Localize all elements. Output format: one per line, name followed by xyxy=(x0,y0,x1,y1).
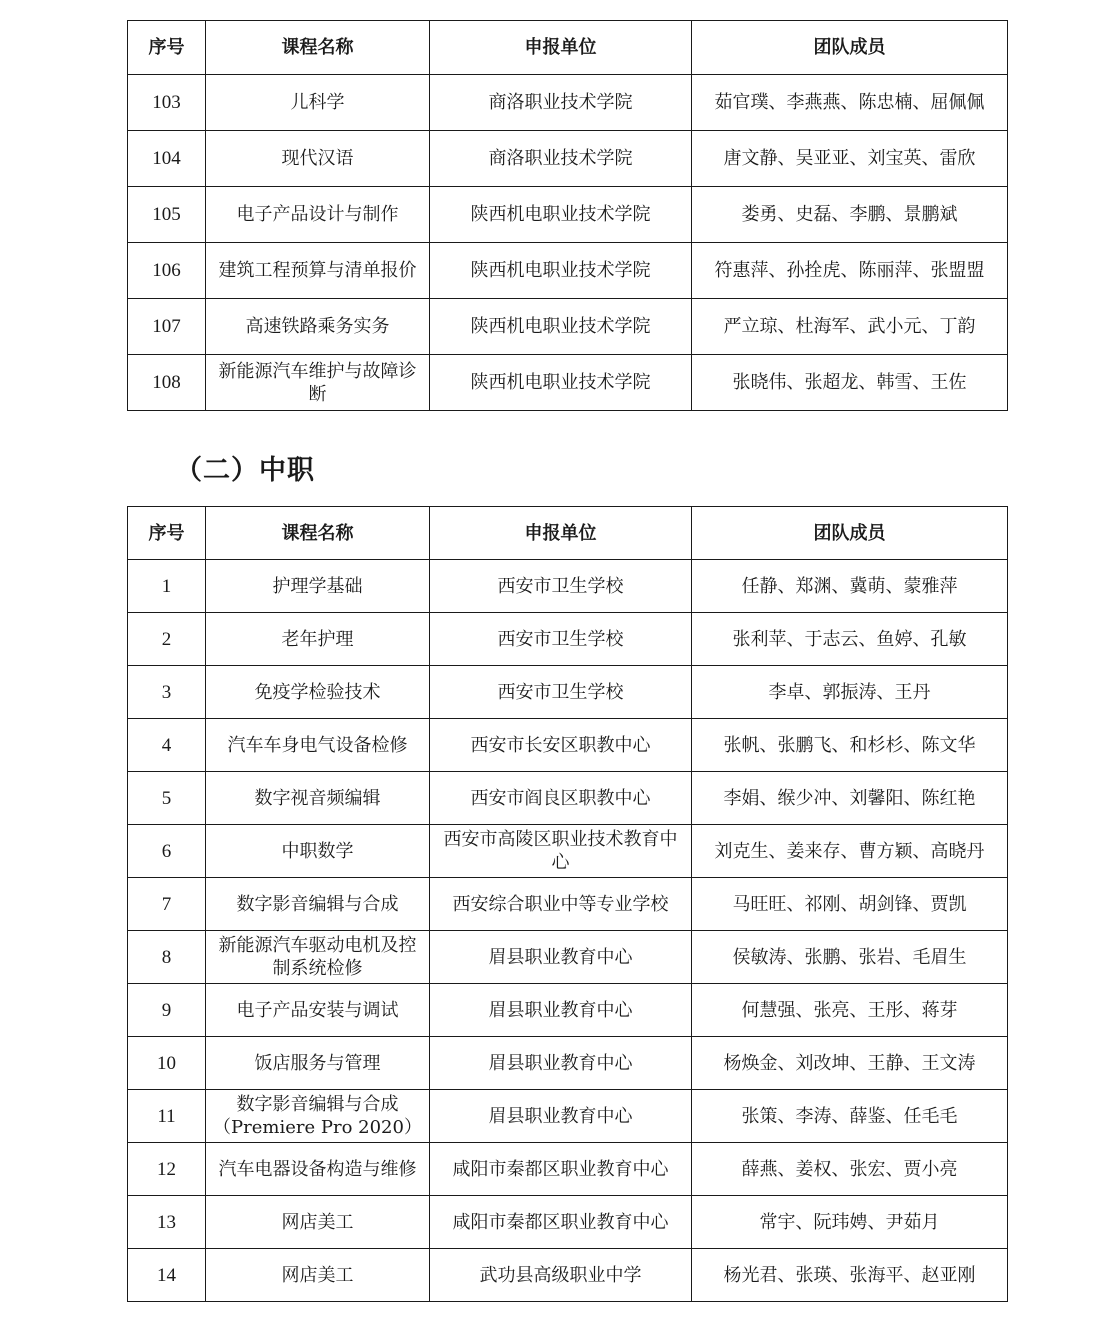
cell-applicant-unit: 陕西机电职业技术学院 xyxy=(430,355,692,411)
cell-course-name: 汽车电器设备构造与维修 xyxy=(206,1143,430,1196)
cell-team-members: 娄勇、史磊、李鹏、景鹏斌 xyxy=(692,187,1008,243)
cell-team-members: 张利苹、于志云、鱼婷、孔敏 xyxy=(692,613,1008,666)
cell-index: 103 xyxy=(128,75,206,131)
cell-team-members: 严立琼、杜海军、武小元、丁韵 xyxy=(692,299,1008,355)
cell-applicant-unit: 西安市高陵区职业技术教育中心 xyxy=(430,825,692,878)
table-row xyxy=(128,1196,1008,1249)
cell-index: 107 xyxy=(128,299,206,355)
cell-applicant-unit: 咸阳市秦都区职业教育中心 xyxy=(430,1143,692,1196)
cell-index: 104 xyxy=(128,131,206,187)
header-index: 序号 xyxy=(128,507,206,560)
table-row xyxy=(128,719,1008,772)
table-row xyxy=(128,187,1008,243)
cell-team-members: 张帆、张鹏飞、和杉杉、陈文华 xyxy=(692,719,1008,772)
cell-applicant-unit: 眉县职业教育中心 xyxy=(430,931,692,984)
cell-team-members: 任静、郑渊、冀萌、蒙雅萍 xyxy=(692,560,1008,613)
cell-index: 4 xyxy=(128,719,206,772)
header-applicant-unit: 申报单位 xyxy=(430,507,692,560)
table-header-row xyxy=(128,21,1008,75)
cell-course-name: 免疫学检验技术 xyxy=(206,666,430,719)
cell-index: 12 xyxy=(128,1143,206,1196)
cell-course-name: 现代汉语 xyxy=(206,131,430,187)
cell-team-members: 李卓、郭振涛、王丹 xyxy=(692,666,1008,719)
cell-course-name: 新能源汽车驱动电机及控制系统检修 xyxy=(206,931,430,984)
cell-course-name: 电子产品设计与制作 xyxy=(206,187,430,243)
table-row xyxy=(128,355,1008,411)
cell-index: 2 xyxy=(128,613,206,666)
cell-index: 8 xyxy=(128,931,206,984)
cell-applicant-unit: 商洛职业技术学院 xyxy=(430,131,692,187)
cell-course-name: 中职数学 xyxy=(206,825,430,878)
cell-applicant-unit: 陕西机电职业技术学院 xyxy=(430,187,692,243)
table-row xyxy=(128,613,1008,666)
cell-course-name: 新能源汽车维护与故障诊断 xyxy=(206,355,430,411)
table-row xyxy=(128,825,1008,878)
cell-index: 9 xyxy=(128,984,206,1037)
header-team-members: 团队成员 xyxy=(692,21,1008,75)
cell-team-members: 何慧强、张亮、王彤、蒋芽 xyxy=(692,984,1008,1037)
section-heading-secondary-vocational: （二）中职 xyxy=(175,455,315,486)
cell-course-name: 数字影音编辑与合成（Premiere Pro 2020） xyxy=(206,1090,430,1143)
cell-applicant-unit: 武功县高级职业中学 xyxy=(430,1249,692,1302)
table-row xyxy=(128,931,1008,984)
cell-team-members: 唐文静、吴亚亚、刘宝英、雷欣 xyxy=(692,131,1008,187)
header-index: 序号 xyxy=(128,21,206,75)
table-row xyxy=(128,984,1008,1037)
cell-applicant-unit: 西安市卫生学校 xyxy=(430,666,692,719)
cell-course-name: 建筑工程预算与清单报价 xyxy=(206,243,430,299)
cell-course-name: 高速铁路乘务实务 xyxy=(206,299,430,355)
cell-applicant-unit: 西安市长安区职教中心 xyxy=(430,719,692,772)
cell-applicant-unit: 西安市卫生学校 xyxy=(430,560,692,613)
cell-course-name: 网店美工 xyxy=(206,1249,430,1302)
cell-team-members: 刘克生、姜来存、曹方颖、高晓丹 xyxy=(692,825,1008,878)
table-row xyxy=(128,1090,1008,1143)
cell-team-members: 李娟、缑少冲、刘馨阳、陈红艳 xyxy=(692,772,1008,825)
cell-applicant-unit: 咸阳市秦都区职业教育中心 xyxy=(430,1196,692,1249)
table-row xyxy=(128,131,1008,187)
cell-course-name: 电子产品安装与调试 xyxy=(206,984,430,1037)
cell-team-members: 茹官璞、李燕燕、陈忠楠、屈佩佩 xyxy=(692,75,1008,131)
cell-index: 1 xyxy=(128,560,206,613)
table-row xyxy=(128,75,1008,131)
cell-applicant-unit: 眉县职业教育中心 xyxy=(430,1037,692,1090)
cell-applicant-unit: 眉县职业教育中心 xyxy=(430,984,692,1037)
course-table-higher-vocational xyxy=(127,20,1008,411)
cell-team-members: 常宇、阮玮娉、尹茹月 xyxy=(692,1196,1008,1249)
cell-index: 106 xyxy=(128,243,206,299)
course-table-secondary-vocational xyxy=(127,506,1008,1302)
cell-index: 14 xyxy=(128,1249,206,1302)
cell-applicant-unit: 西安市阎良区职教中心 xyxy=(430,772,692,825)
table-row xyxy=(128,299,1008,355)
table-row xyxy=(128,1143,1008,1196)
cell-course-name: 汽车车身电气设备检修 xyxy=(206,719,430,772)
header-course-name: 课程名称 xyxy=(206,507,430,560)
cell-index: 3 xyxy=(128,666,206,719)
cell-index: 108 xyxy=(128,355,206,411)
cell-applicant-unit: 眉县职业教育中心 xyxy=(430,1090,692,1143)
header-course-name: 课程名称 xyxy=(206,21,430,75)
cell-course-name: 网店美工 xyxy=(206,1196,430,1249)
cell-index: 105 xyxy=(128,187,206,243)
cell-team-members: 马旺旺、祁刚、胡剑锋、贾凯 xyxy=(692,878,1008,931)
cell-applicant-unit: 西安市卫生学校 xyxy=(430,613,692,666)
header-applicant-unit: 申报单位 xyxy=(430,21,692,75)
cell-course-name: 数字视音频编辑 xyxy=(206,772,430,825)
cell-course-name: 老年护理 xyxy=(206,613,430,666)
cell-index: 10 xyxy=(128,1037,206,1090)
cell-course-name: 儿科学 xyxy=(206,75,430,131)
cell-team-members: 张策、李涛、薛鉴、任毛毛 xyxy=(692,1090,1008,1143)
cell-team-members: 侯敏涛、张鹏、张岩、毛眉生 xyxy=(692,931,1008,984)
table-row xyxy=(128,1037,1008,1090)
table-row xyxy=(128,772,1008,825)
cell-course-name: 饭店服务与管理 xyxy=(206,1037,430,1090)
table-row xyxy=(128,1249,1008,1302)
cell-index: 13 xyxy=(128,1196,206,1249)
cell-index: 6 xyxy=(128,825,206,878)
cell-team-members: 杨光君、张瑛、张海平、赵亚刚 xyxy=(692,1249,1008,1302)
cell-course-name: 护理学基础 xyxy=(206,560,430,613)
cell-applicant-unit: 西安综合职业中等专业学校 xyxy=(430,878,692,931)
cell-index: 7 xyxy=(128,878,206,931)
table-header-row xyxy=(128,507,1008,560)
table-row xyxy=(128,560,1008,613)
cell-team-members: 符惠萍、孙拴虎、陈丽萍、张盟盟 xyxy=(692,243,1008,299)
header-team-members: 团队成员 xyxy=(692,507,1008,560)
table-row xyxy=(128,666,1008,719)
cell-index: 5 xyxy=(128,772,206,825)
table-row xyxy=(128,243,1008,299)
cell-team-members: 薛燕、姜权、张宏、贾小亮 xyxy=(692,1143,1008,1196)
cell-team-members: 张晓伟、张超龙、韩雪、王佐 xyxy=(692,355,1008,411)
table-row xyxy=(128,878,1008,931)
cell-course-name: 数字影音编辑与合成 xyxy=(206,878,430,931)
cell-applicant-unit: 陕西机电职业技术学院 xyxy=(430,243,692,299)
cell-index: 11 xyxy=(128,1090,206,1143)
cell-applicant-unit: 商洛职业技术学院 xyxy=(430,75,692,131)
cell-applicant-unit: 陕西机电职业技术学院 xyxy=(430,299,692,355)
cell-team-members: 杨焕金、刘改坤、王静、王文涛 xyxy=(692,1037,1008,1090)
